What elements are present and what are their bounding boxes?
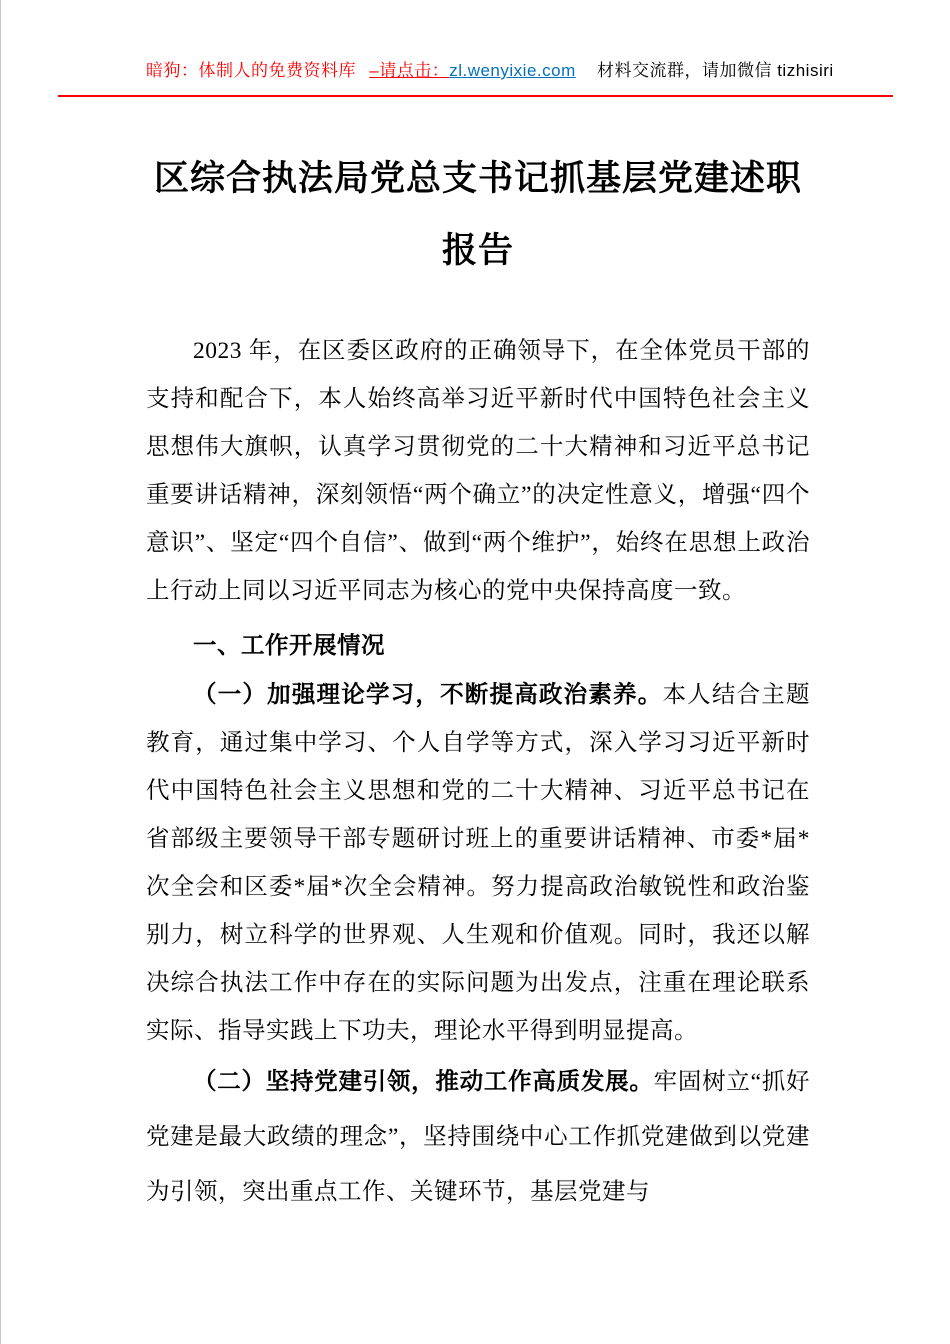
paragraph-1 [146,671,810,1055]
intro-paragraph: 2023 年，在区委区政府的正确领导下，在全体党员干部的支持和配合下，本人始终高举习近平新时代中国特色社会主义思想伟大旗帜，认真学习贯彻党的二十大精神和习近平总书记重要讲话精神，深刻领悟“两个确立”的决定性意义，增强“四个意识”、坚定“四个自信”、做到“两个维护”，始终在思想上政治上行动上同以习近平同志为核心的党中央保持高度一致。 [146,338,810,604]
paragraph-2 [146,1055,810,1220]
document-title: 区综合执法局党总支书记抓基层党建述职报告 [153,159,802,270]
paragraph-1-lead: （一）加强理论学习，不断提高政治素养。 [193,682,663,708]
promo-note-text: 材料交流群，请加微信 tizhisiri [596,61,834,80]
paragraph-2-body: 牢固树立“抓好党建是最大政绩的理念”，坚持围绕中心工作抓党建做到以党建为引领，突出重点工作、关键环节，基层党建与 [146,1069,810,1205]
paragraph-1-body: 本人结合主题教育，通过集中学习、个人自学等方式，深入学习习近平新时代中国特色社会主义思想和党的二十大精神、习近平总书记在省部级主要领导干部专题研讨班上的重要讲话精神、市委*届*次全会和区委*届*次全会精神。努力提高政治敏锐性和政治鉴别力，树立科学的世界观、人生观和价值观。同时，我还以解决综合执法工作中存在的实际问题为出发点，注重在理论联系实际、指导实践上下功夫，理论水平得到明显提高。 [146,682,811,1044]
paragraph-2-lead: （二）坚持党建引领，推动工作高质发展。 [193,1069,654,1095]
promo-click-text: –请点击： [369,61,450,80]
promo-brand-text: 暗狗：体制人的免费资料库 [146,61,356,80]
header-divider [58,95,893,97]
promo-header [146,56,834,81]
section-heading-1: 一、工作开展情况 [193,632,385,658]
promo-link[interactable]: zl.wenyixie.com [449,61,576,80]
